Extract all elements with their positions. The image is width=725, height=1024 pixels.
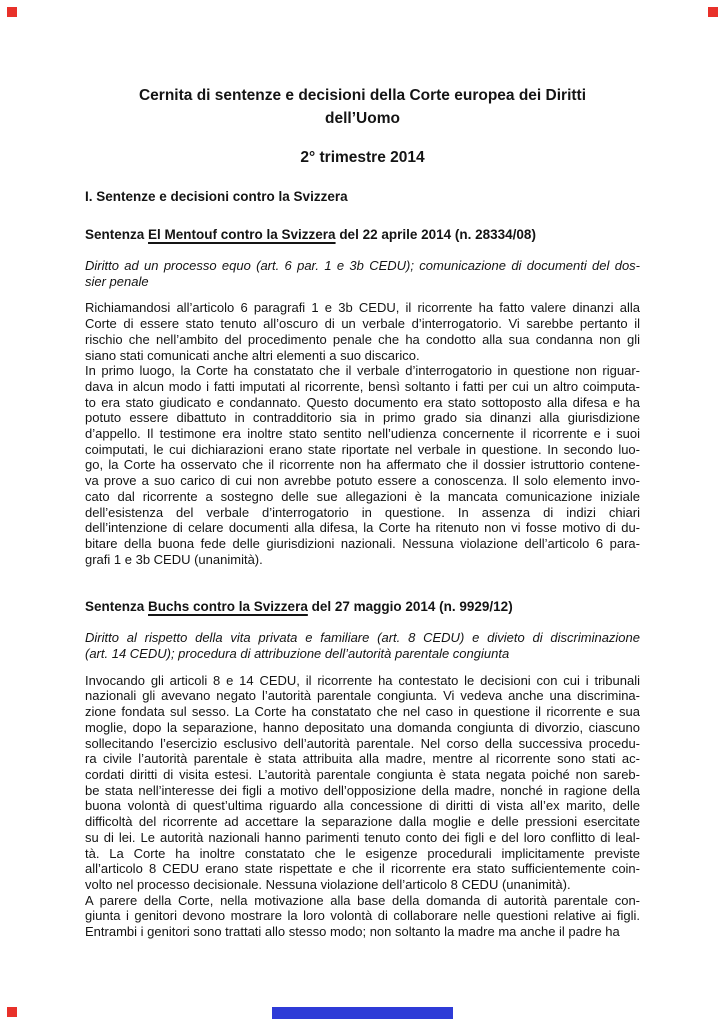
text-line: ra civile l’autorità parentale è stata attribuita alla madre, mentre al ricorrente sono stati ac-: [85, 751, 640, 767]
text-line: grafi 1 e 3b CEDU (unanimità).: [85, 551, 263, 567]
text-line: va prove a suo carico di cui non avrebbe potuto essere a conoscenza. Il solo elemento invo-: [85, 473, 640, 489]
case-subject: [85, 258, 640, 289]
case-name-link[interactable]: El Mentouf contro la Svizzera: [148, 227, 336, 242]
text-line: difficoltà del ricorrente ad accettare la separazione dalla moglie e delle pressioni esercitate: [85, 814, 640, 830]
text-line: dell’intenzione di celare documenti alla difesa, la Corte ha ritenuto non vi fosse motivo di du-: [85, 520, 640, 536]
case-el-mentouf: [85, 226, 640, 567]
text-line: all’articolo 8 CEDU erano state rispettate e che il ricorrente era stato sufficientemente coin-: [85, 861, 640, 877]
text-line: giunta i genitori devono mostrare la loro volontà di collaborare nelle questioni relative ai figli.: [85, 908, 640, 924]
text-line: dava in alcun modo i fatti imputati al ricorrente, bensì soltanto i fatti per cui un altro coimputa-: [85, 378, 640, 394]
text-line: go, la Corte ha osservato che il ricorrente non ha affermato che il dossier istruttorio contene-: [85, 457, 640, 473]
text-line: Richiamandosi all’articolo 6 paragrafi 1 e 3b CEDU, il ricorrente ha fatto valere dinanzi alla: [85, 300, 640, 316]
text-line: sollecitando l’esercizio esclusivo dell’autorità parentale. Nel corso della successiva procedu-: [85, 735, 640, 751]
text-line: to era stato giudicato e condannato. Questo documento era stato sottoposto alla difesa e ha: [85, 394, 640, 410]
text-line: be stata nell’interesse dei figli a motivo dell’opposizione della madre, nonché in ragione della: [85, 782, 640, 798]
section-heading: I. Sentenze e decisioni contro la Svizzera: [85, 189, 348, 204]
case-buchs: [85, 598, 640, 939]
case-heading: [85, 598, 640, 615]
case-heading-suffix: del 22 aprile 2014 (n. 28334/08): [335, 227, 536, 242]
corner-marker-top-left: [7, 7, 17, 17]
case-name-link[interactable]: Buchs contro la Svizzera: [148, 599, 308, 615]
text-line: su di lei. Le autorità nazionali hanno parimenti tenuto conto dei figli e del loro conflitto di leal-: [85, 829, 640, 845]
document-content: [85, 84, 640, 940]
text-line: buona volontà di quest’ultima riguardo alla concessione di diritti di vista all’ex marito, delle: [85, 798, 640, 814]
text-line: Invocando gli articoli 8 e 14 CEDU, il ricorrente ha contestato le decisioni con cui i tribunali: [85, 672, 640, 688]
text-line: cordati diritti di visita estesi. L’autorità parentale congiunta è stata negata poiché non sareb-: [85, 766, 640, 782]
text-line: Diritto al rispetto della vita privata e familiare (art. 8 CEDU) e divieto di discriminazione: [85, 630, 640, 646]
text-line: A parere della Corte, nella motivazione alla base della domanda di autorità parentale con-: [85, 892, 640, 908]
text-line: tà. La Corte ha inoltre constatato che le esigenze procedurali implicitamente previste: [85, 845, 640, 861]
case-summary: [85, 673, 640, 940]
text-line: cato dal ricorrente a sostegno delle sue allegazioni è la mancata comunicazione iniziale: [85, 488, 640, 504]
corner-marker-top-right: [708, 7, 718, 17]
document-title: [85, 84, 640, 130]
text-line: potuto essere dibattuto in contradditorio sia in primo grado sia dinanzi alla giurisdizione: [85, 410, 640, 426]
case-heading-prefix: Sentenza: [85, 227, 149, 242]
case-subject: [85, 630, 640, 661]
case-heading-suffix: del 27 maggio 2014 (n. 9929/12): [307, 599, 513, 615]
footer-highlight-bar: [272, 1007, 453, 1019]
text-line: zione fondata sul sesso. La Corte ha constatato che nel caso in questione il ricorrente e sua: [85, 704, 640, 720]
case-heading-prefix: Sentenza: [85, 599, 149, 615]
text-line: sier penale: [85, 273, 149, 289]
text-line: siano stati comunicati anche altri elementi a suo discarico.: [85, 347, 420, 363]
text-line: d’appello. Il testimone era inoltre stato sentito nell’udienza concernente il ricorrente e i suoi: [85, 426, 640, 442]
text-line: Corte di essere stato tenuto all’oscuro di un verbale d’interrogatorio. Vi sarebbe pertanto il: [85, 316, 640, 332]
text-line: Entrambi i genitori sono trattati allo stesso modo; non soltanto la madre ma anche il padre ha: [85, 924, 620, 940]
case-summary: [85, 300, 640, 567]
case-heading: [85, 226, 640, 243]
document-title-line2: dell’Uomo: [325, 110, 400, 127]
text-line: (art. 14 CEDU); procedura di attribuzione dell’autorità parentale congiunta: [85, 646, 510, 662]
document-title-line1: Cernita di sentenze e decisioni della Corte europea dei Diritti: [138, 87, 587, 104]
text-line: dell’esistenza del verbale d’interrogatorio in questione. In assenza di indizi chiari: [85, 504, 640, 520]
corner-marker-bottom-left: [7, 1007, 17, 1017]
text-line: nazionali gli avevano negato l’autorità parentale congiunta. Vi vedeva anche una discrimina-: [85, 688, 640, 704]
text-line: volto nel processo decisionale. Nessuna violazione dell’articolo 8 CEDU (unanimità).: [85, 876, 571, 892]
text-line: rischio che nell’ambito del procedimento penale che ha condotto alla sua condanna non gli: [85, 331, 640, 347]
text-line: bitare della buona fede delle giurisdizioni nazionali. Nessuna violazione dell’articolo 6 para-: [85, 535, 640, 551]
text-line: Diritto ad un processo equo (art. 6 par. 1 e 3b CEDU); comunicazione di documenti del dos-: [85, 258, 640, 273]
text-line: In primo luogo, la Corte ha constatato che il verbale d’interrogatorio in questione non riguar-: [85, 363, 640, 379]
text-line: moglie, dopo la separazione, hanno depositato una domanda congiunta di divorzio, ciascuno: [85, 719, 640, 735]
document-subtitle: 2° trimestre 2014: [300, 149, 425, 166]
text-line: coimputati, le cui dichiarazioni erano state riportate nel verbale in questione. In secondo luo-: [85, 441, 640, 457]
